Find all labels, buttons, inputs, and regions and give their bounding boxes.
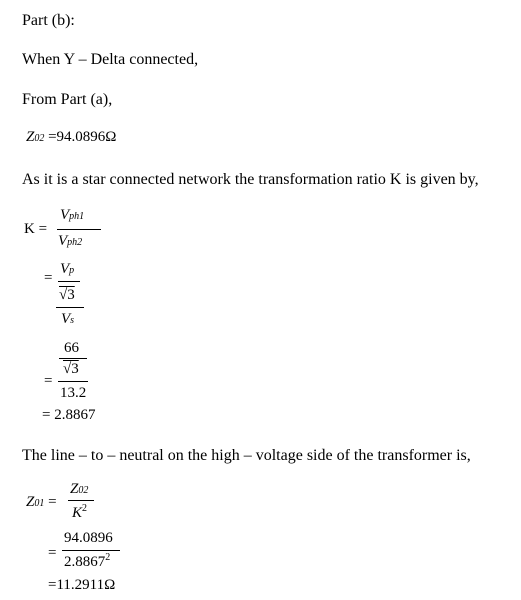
vp-subscript: p — [69, 265, 75, 276]
z01-denominator — [72, 503, 88, 521]
z02-subscript: 02 — [34, 133, 45, 144]
k-value: 2.8867 — [64, 554, 106, 570]
from-part-line: From Part (a), — [22, 91, 113, 108]
z01-subscript: 01 — [34, 498, 45, 509]
vp-symbol: V — [60, 261, 70, 277]
vs-symbol: V — [61, 311, 71, 327]
z01-step2-equals: = — [48, 545, 57, 561]
k-lhs: K = — [24, 221, 48, 237]
z01-numerator — [70, 482, 88, 497]
z02-equation — [26, 130, 116, 145]
step2-inner-bar — [58, 281, 80, 282]
k-fraction-bar — [57, 229, 101, 230]
vph1-subscript: ph1 — [69, 211, 85, 222]
z02-symbol: Z — [26, 129, 35, 145]
k-den-symbol: K — [72, 505, 83, 521]
z01-symbol: Z — [26, 494, 35, 510]
star-network-line: As it is a star connected network the transformation ratio K is given by, — [22, 171, 479, 188]
step3-13-2: 13.2 — [60, 385, 87, 401]
step3-equals: = — [44, 373, 53, 389]
step3-inner-bar — [59, 358, 87, 359]
z01-step2-bar — [62, 550, 120, 551]
k-result: = 2.8867 — [42, 407, 96, 423]
step3-outer-bar — [58, 381, 88, 382]
vph2-subscript: ph2 — [67, 237, 83, 248]
z01-fraction-bar — [68, 500, 94, 501]
step2-outer-bar — [56, 307, 84, 308]
step2-equals: = — [44, 270, 53, 286]
z02-num-subscript: 02 — [78, 485, 89, 496]
z02-value: =94.0896Ω — [48, 129, 117, 145]
connection-line: When Y – Delta connected, — [22, 51, 199, 68]
k-den-superscript: 2 — [82, 503, 88, 514]
part-heading: Part (b): — [22, 12, 75, 29]
vph1-symbol: V — [60, 207, 70, 223]
z01-lhs — [26, 495, 57, 510]
step2-vs — [61, 312, 74, 327]
line-to-neutral-text: The line – to – neutral on the high – voltage side of the transformer is, — [22, 447, 471, 464]
z01-equals: = — [48, 494, 57, 510]
step3-sqrt3: √3 — [63, 361, 79, 377]
vph2-symbol: V — [58, 233, 68, 249]
z01-result: =11.2911Ω — [48, 577, 116, 593]
k-numerator — [60, 208, 84, 223]
step3-66: 66 — [64, 340, 79, 356]
z02-num-symbol: Z — [70, 481, 79, 497]
step2-sqrt3: √3 — [59, 287, 75, 303]
step2-vp — [60, 262, 74, 277]
k-denominator — [58, 234, 82, 249]
z01-step2-numerator: 94.0896 — [64, 530, 113, 546]
z01-step2-denominator — [64, 552, 111, 570]
k-value-superscript: 2 — [105, 552, 111, 563]
vs-subscript: s — [70, 315, 75, 326]
